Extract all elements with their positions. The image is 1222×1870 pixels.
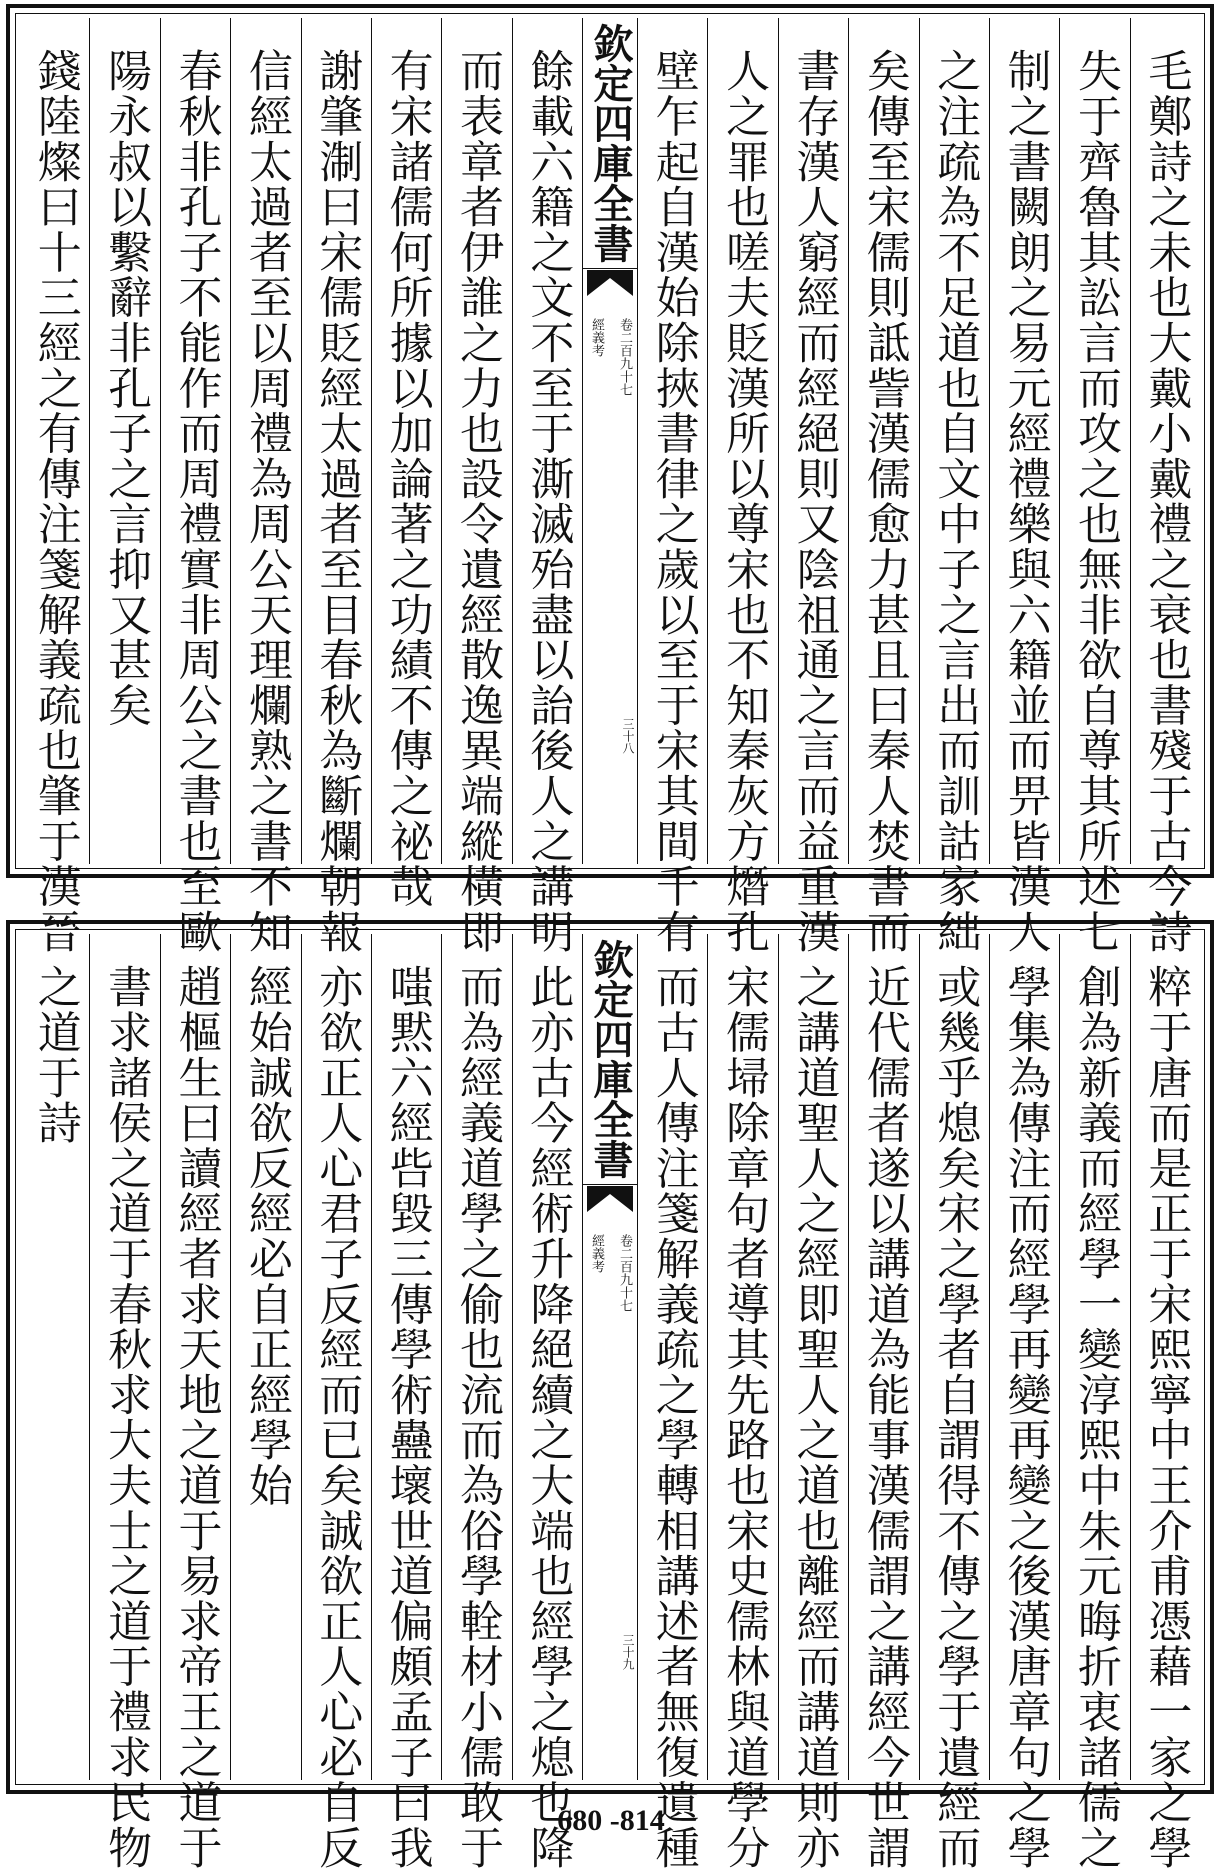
text-column <box>1130 18 1200 954</box>
text-column <box>301 18 371 954</box>
text-column <box>919 934 989 1870</box>
column-text: 亦欲正人心君子反經而已矣誠欲正人心必自反 <box>311 964 363 1870</box>
footer-page-code: 680 -814 <box>557 1804 665 1837</box>
text-column <box>89 18 159 864</box>
text-column <box>1059 18 1129 954</box>
column-text: 學集為傳注而經學再變再變之後漢唐章句之學 <box>999 964 1051 1870</box>
page-top <box>6 4 1214 954</box>
column-text: 信經太過者至以周禮為周公天理爛熟之書不知 <box>240 48 292 954</box>
column-text: 或幾乎熄矣宋之學者自謂得不傳之學于遺經而 <box>929 964 981 1870</box>
text-column <box>919 18 989 954</box>
text-column <box>848 934 918 1870</box>
text-column <box>637 934 707 1870</box>
text-column <box>512 18 582 954</box>
column-text: 矣傳至宋儒則詆訾漢儒愈力甚且曰秦人焚書而 <box>858 48 910 954</box>
text-column <box>1130 934 1200 1870</box>
column-text: 失于齊魯其訟言而攻之也無非欲自尊其所述七 <box>1069 48 1121 954</box>
text-column <box>848 18 918 954</box>
column-text: 創為新義而經學一變淳熙中朱元晦折衷諸儒之 <box>1069 964 1121 1870</box>
column-text: 嗤黙六經呰毀三傳學術蠱壞世道偏頗孟子曰我 <box>381 964 433 1870</box>
text-column <box>512 934 582 1870</box>
column-text: 趙樞生曰讀經者求天地之道于易求帝王之道于 <box>170 964 222 1870</box>
book-subtitle: 經義考 <box>589 318 604 357</box>
text-column <box>371 18 441 909</box>
column-text: 粹于唐而是正于宋熙寧中王介甫憑藉一家之學 <box>1140 964 1192 1870</box>
column-text: 錢陸燦曰十三經之有傳注箋解義疏也肇于漢晉 <box>29 48 81 954</box>
column-text: 宋儒埽除章句者導其先路也宋史儒林與道學分 <box>718 964 770 1870</box>
book-title: 欽定四庫全書 <box>583 934 637 1185</box>
column-text: 之道于詩 <box>29 964 81 1146</box>
column-text: 壁乍起自漢始除挾書律之歲以至于宋其間千有 <box>647 48 699 954</box>
text-column <box>778 18 848 954</box>
page-number: 三十九 <box>621 1634 635 1670</box>
text-column <box>371 934 441 1870</box>
column-text: 之注疏為不足道也自文中子之言出而訓詁家絀 <box>929 48 981 954</box>
text-column <box>160 934 230 1870</box>
text-column <box>989 18 1059 954</box>
volume-number: 卷二百九十七 <box>617 1234 632 1312</box>
column-text: 經始誠欲反經必自正經學始 <box>240 964 292 1508</box>
column-text: 毛鄭詩之未也大戴小戴禮之衰也書殘于古今詩 <box>1140 48 1192 954</box>
column-text: 而古人傳注箋解義疏之學轉相講述者無復遺種 <box>647 964 699 1870</box>
text-column <box>89 934 159 1870</box>
fishtail-mark-icon <box>587 1186 633 1212</box>
column-text: 書存漢人窮經而經絕則又陰祖通之言而益重漢 <box>788 48 840 954</box>
column-text: 謝肇淛曰宋儒貶經太過者至目春秋為斷爛朝報 <box>311 48 363 954</box>
book-title: 欽定四庫全書 <box>583 18 637 269</box>
center-fold-top <box>582 18 637 864</box>
column-text: 而為經義道學之偷也流而為俗學輇材小儒敢于 <box>451 964 503 1870</box>
text-column <box>707 18 777 954</box>
column-text: 陽永叔以繫辭非孔子之言抑又甚矣 <box>100 48 152 728</box>
text-column <box>230 934 300 1780</box>
text-column <box>707 934 777 1870</box>
column-text: 有宋諸儒何所據以加論著之功績不傳之祕哉 <box>381 48 433 909</box>
column-text: 書求諸侯之道于春秋求大夫士之道于禮求民物 <box>100 964 152 1870</box>
text-column <box>778 934 848 1870</box>
column-text: 而表章者伊誰之力也設令遺經散逸異端縱橫即 <box>451 48 503 954</box>
column-text: 餘載六籍之文不至于澌滅殆盡以詒後人之講明 <box>522 48 574 954</box>
page-number: 三十八 <box>621 718 635 754</box>
text-column <box>989 934 1059 1870</box>
book-subtitle: 經義考 <box>589 1234 604 1273</box>
column-text: 制之書闕朗之易元經禮樂與六籍並而畀皆漢人 <box>999 48 1051 954</box>
volume-number: 卷二百九十七 <box>617 318 632 396</box>
fishtail-mark-icon <box>587 270 633 296</box>
column-text: 此亦古今經術升降絕續之大端也經學之熄也降 <box>522 964 574 1870</box>
text-column <box>441 18 511 954</box>
text-column <box>20 934 89 1780</box>
text-column <box>301 934 371 1870</box>
column-text: 近代儒者遂以講道為能事漢儒謂之講經今世謂 <box>858 964 910 1870</box>
text-column <box>1059 934 1129 1870</box>
column-text: 人之罪也嗟夫貶漢所以尊宋也不知秦灰方熸孔 <box>718 48 770 954</box>
text-column <box>20 18 89 954</box>
text-column <box>441 934 511 1870</box>
column-text: 之講道聖人之經即聖人之道也離經而講道則亦 <box>788 964 840 1870</box>
text-column <box>637 18 707 954</box>
text-column <box>230 18 300 954</box>
column-text: 春秋非孔子不能作而周禮實非周公之書也至歐 <box>170 48 222 954</box>
text-columns-top <box>20 18 1200 954</box>
text-column <box>160 18 230 954</box>
center-fold-bottom <box>582 934 637 1780</box>
